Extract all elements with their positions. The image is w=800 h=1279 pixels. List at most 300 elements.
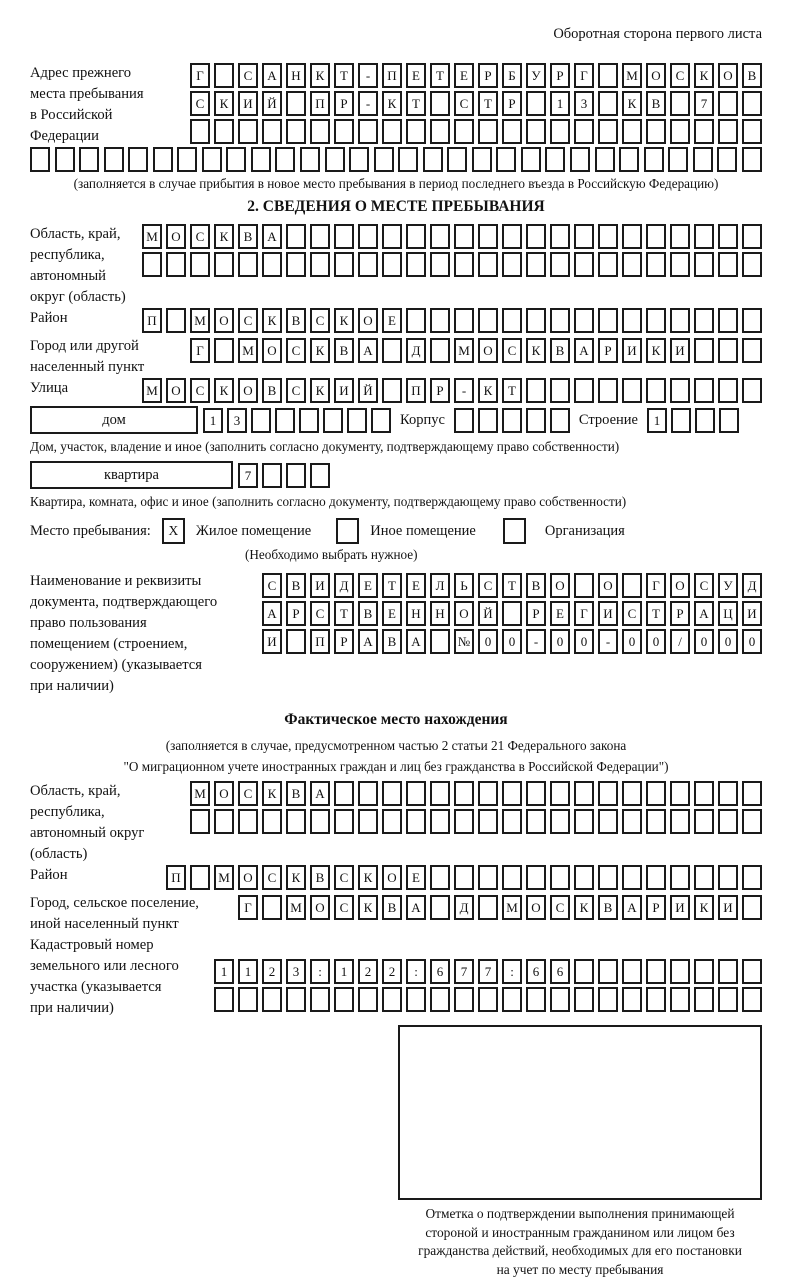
char-box-empty [622,308,642,333]
char-box-empty [718,959,738,984]
char-box-filled: О [310,895,330,920]
char-box-filled: Д [742,573,762,598]
char-box-filled: П [382,63,402,88]
char-box-empty [598,119,618,144]
stamp-area [398,1025,762,1200]
char-box-empty [694,224,714,249]
char-box-empty [214,119,234,144]
char-box-empty [334,252,354,277]
char-box-empty [238,119,258,144]
char-box-empty [574,252,594,277]
char-box-empty [742,224,762,249]
char-box-filled: К [334,308,354,333]
city-section [30,336,762,378]
label-line: на учет по месту пребывания [382,1261,778,1279]
char-box-empty [742,308,762,333]
label-line: помещением (строением, [30,634,255,655]
label-line: (область) [30,844,180,865]
char-box-filled: Т [502,573,522,598]
char-box-empty [286,224,306,249]
cadastral-row-1 [212,959,762,984]
char-box-filled: 1 [203,408,223,433]
char-box-filled: А [406,895,426,920]
char-box-empty [310,987,330,1012]
street-row [142,378,762,403]
label-line: участка (указывается [30,977,212,998]
char-box-empty [166,308,186,333]
char-box-empty [347,408,367,433]
char-box-empty [128,147,148,172]
cadastral-label [30,935,212,1019]
char-box-filled: А [310,781,330,806]
actual-location-title: Фактическое место нахождения [30,711,762,729]
char-box-filled: 7 [694,91,714,116]
char-box-filled: Т [646,601,666,626]
char-box-empty [214,63,234,88]
char-box-empty [550,408,570,433]
actual-region-row-1 [180,781,762,806]
char-box-filled: Л [430,573,450,598]
char-box-empty [262,252,282,277]
char-box-empty [550,809,570,834]
char-box-empty [502,781,522,806]
char-box-filled: 1 [550,91,570,116]
char-box-empty [454,865,474,890]
char-box-filled: К [310,338,330,363]
prev-address-row-1 [180,63,762,88]
char-box-filled: О [214,308,234,333]
char-box-empty [502,224,522,249]
char-box-empty [447,147,467,172]
char-box-filled: : [502,959,522,984]
char-box-empty [742,987,762,1012]
char-box-empty [30,147,50,172]
char-box-empty [550,224,570,249]
char-box-empty [478,895,498,920]
char-box-filled: И [718,895,738,920]
char-box-empty [742,119,762,144]
char-box-empty [622,119,642,144]
char-box-empty [430,809,450,834]
char-box-filled: К [286,865,306,890]
char-box-empty [262,987,282,1012]
char-box-filled: О [718,63,738,88]
char-box-empty [478,781,498,806]
stay-type-row [30,518,762,544]
char-box-empty [550,781,570,806]
char-box-filled: Е [382,601,402,626]
char-box-filled: Д [406,338,426,363]
char-box-empty [79,147,99,172]
char-box-filled: К [646,338,666,363]
region-label [30,224,142,308]
char-box-filled: С [262,573,282,598]
char-box-filled: А [622,895,642,920]
char-box-empty [622,224,642,249]
char-box-filled: И [238,91,258,116]
char-box-filled: И [334,378,354,403]
char-box-empty [262,463,282,488]
char-box-empty [382,809,402,834]
char-box-filled: Ц [718,601,738,626]
char-box-empty [382,119,402,144]
char-box-empty [742,378,762,403]
char-box-empty [454,987,474,1012]
char-box-empty [646,308,666,333]
apartment-cells [238,463,330,488]
char-box-empty [550,987,570,1012]
char-box-filled: О [214,781,234,806]
char-box-empty [478,224,498,249]
char-box-empty [526,781,546,806]
char-box-empty [358,119,378,144]
char-box-filled: Е [550,601,570,626]
char-box-filled: О [238,378,258,403]
char-box-empty [598,252,618,277]
char-box-empty [598,959,618,984]
stamp-section [30,1025,762,1279]
char-box-empty [598,378,618,403]
char-box-empty [406,224,426,249]
korpus-label: Корпус [396,412,449,429]
char-box-filled: 0 [574,629,594,654]
char-box-empty [454,781,474,806]
char-box-empty [670,91,690,116]
char-box-empty [358,987,378,1012]
char-box-empty [646,959,666,984]
char-box-filled: К [214,224,234,249]
char-box-empty [430,865,450,890]
char-box-empty [742,809,762,834]
char-box-filled: У [718,573,738,598]
prev-address-note: (заполняется в случае прибытия в новое место пребывания в период последнего въезда в Российскую Федерацию) [30,175,762,192]
char-box-empty [286,809,306,834]
char-box-filled: - [358,91,378,116]
cadastral-row-2 [212,987,762,1012]
char-box-filled: К [382,91,402,116]
char-box-empty [454,119,474,144]
char-box-filled: Р [598,338,618,363]
label-line: Город, сельское поселение, [30,893,220,914]
char-box-empty [719,408,739,433]
char-box-filled: И [622,338,642,363]
char-box-empty [430,224,450,249]
char-box-empty [693,147,713,172]
char-box-empty [382,378,402,403]
label-line: документа, подтверждающего [30,592,255,613]
char-box-filled: Т [334,601,354,626]
label-line: Область, край, [30,781,180,802]
char-box-filled: О [550,573,570,598]
char-box-empty [478,252,498,277]
char-box-filled: И [262,629,282,654]
char-box-empty [454,308,474,333]
char-box-filled: С [694,573,714,598]
char-box-empty [598,63,618,88]
char-box-filled: С [238,308,258,333]
char-box-filled: Р [502,91,522,116]
char-box-empty [622,959,642,984]
char-box-empty [671,408,691,433]
char-box-empty [430,338,450,363]
char-box-filled: 3 [227,408,247,433]
char-box-filled: О [358,308,378,333]
char-box-empty [423,147,443,172]
char-box-filled: К [574,895,594,920]
char-box-filled: 6 [526,959,546,984]
char-box-empty [286,119,306,144]
char-box-filled: - [526,629,546,654]
char-box-filled: Т [502,378,522,403]
char-box-empty [262,809,282,834]
char-box-filled: 7 [238,463,258,488]
char-box-empty [371,408,391,433]
char-box-empty [550,119,570,144]
stroenie-cells [647,408,739,433]
char-box-empty [142,252,162,277]
house-number-cells [203,408,391,433]
char-box-filled: К [310,378,330,403]
char-box-empty [286,629,306,654]
char-box-filled: Р [646,895,666,920]
char-box-empty [718,119,738,144]
char-box-filled: И [310,573,330,598]
char-box-filled: К [310,63,330,88]
char-box-empty [262,119,282,144]
char-box-empty [595,147,615,172]
char-box-empty [502,308,522,333]
char-box-empty [55,147,75,172]
char-box-filled: 7 [454,959,474,984]
char-box-filled: О [646,63,666,88]
char-box-empty [670,308,690,333]
char-box-empty [550,308,570,333]
char-box-empty [349,147,369,172]
char-box-empty [325,147,345,172]
label-line: при наличии) [30,998,212,1019]
char-box-filled: Р [334,629,354,654]
char-box-empty [430,987,450,1012]
char-box-empty [310,119,330,144]
char-box-filled: 1 [334,959,354,984]
char-box-filled: С [550,895,570,920]
char-box-empty [398,147,418,172]
char-box-empty [526,865,546,890]
char-box-empty [177,147,197,172]
char-box-filled: С [286,378,306,403]
char-box-empty [742,959,762,984]
char-box-filled: Н [286,63,306,88]
char-box-filled: А [262,224,282,249]
char-box-filled: К [622,91,642,116]
label-line: автономный [30,266,142,287]
char-box-empty [430,895,450,920]
korpus-cells [454,408,570,433]
char-box-empty [502,865,522,890]
char-box-empty [646,252,666,277]
char-box-empty [644,147,664,172]
char-box-filled: 1 [214,959,234,984]
char-box-filled: К [262,308,282,333]
char-box-empty [718,865,738,890]
char-box-filled: 0 [622,629,642,654]
char-box-empty [334,224,354,249]
street-label: Улица [30,378,142,406]
char-box-empty [214,252,234,277]
char-box-filled: О [382,865,402,890]
char-box-filled: Г [190,63,210,88]
char-box-empty [190,119,210,144]
char-box-empty [574,224,594,249]
char-box-filled: Д [334,573,354,598]
char-box-filled: Т [382,573,402,598]
label-line: право пользования [30,613,255,634]
char-box-filled: У [526,63,546,88]
char-box-filled: М [142,378,162,403]
char-box-filled: / [670,629,690,654]
char-box-empty [574,865,594,890]
char-box-empty [478,865,498,890]
char-box-empty [694,865,714,890]
char-box-empty [742,252,762,277]
char-box-filled: В [646,91,666,116]
char-box-empty [153,147,173,172]
label-line: Город или другой [30,336,160,357]
char-box-filled: М [142,224,162,249]
char-box-filled: 7 [478,959,498,984]
char-box-filled: Ь [454,573,474,598]
char-box-empty [646,119,666,144]
char-box-filled: И [670,338,690,363]
char-box-empty [286,91,306,116]
actual-city-section [30,893,762,935]
char-box-filled: Б [502,63,522,88]
char-box-filled: Е [406,573,426,598]
char-box-empty [430,252,450,277]
char-box-empty [742,895,762,920]
char-box-empty [718,308,738,333]
char-box-filled: Т [430,63,450,88]
char-box-empty [646,987,666,1012]
char-box-filled: Т [334,63,354,88]
char-box-empty [478,308,498,333]
apartment-note: Квартира, комната, офис и иное (заполнить согласно документу, подтверждающему право собственности) [30,493,762,510]
char-box-empty [502,408,522,433]
char-box-filled: 3 [286,959,306,984]
char-box-empty [718,91,738,116]
char-box-empty [622,865,642,890]
char-box-filled: С [190,91,210,116]
house-row [30,406,762,434]
document-row-2 [255,601,762,626]
char-box-empty [496,147,516,172]
char-box-filled: Н [430,601,450,626]
label-line: Кадастровый номер [30,935,212,956]
label-line: населенный пункт [30,357,160,378]
char-box-empty [502,601,522,626]
region-section [30,224,762,308]
label-line: республика, [30,802,180,823]
char-box-filled: П [310,91,330,116]
char-box-empty [502,809,522,834]
char-box-empty [323,408,343,433]
char-box-empty [238,809,258,834]
char-box-empty [718,378,738,403]
char-box-empty [430,781,450,806]
stamp-caption [382,1205,778,1279]
char-box-empty [598,91,618,116]
char-box-filled: Г [574,63,594,88]
char-box-filled: О [166,378,186,403]
char-box-empty [310,224,330,249]
char-box-empty [550,865,570,890]
char-box-empty [670,865,690,890]
char-box-empty [478,119,498,144]
label-line: Область, край, [30,224,142,245]
char-box-empty [574,573,594,598]
label-line: иной населенный пункт [30,914,220,935]
char-box-empty [310,809,330,834]
region-row-2 [142,252,762,277]
stay-type-note: (Необходимо выбрать нужное) [245,546,762,563]
char-box-empty [622,987,642,1012]
char-box-filled: П [406,378,426,403]
char-box-filled: Й [262,91,282,116]
prev-address-label [30,63,180,147]
char-box-empty [382,781,402,806]
char-box-filled: С [502,338,522,363]
district-row [142,308,762,333]
char-box-filled: : [406,959,426,984]
char-box-empty [670,987,690,1012]
char-box-empty [286,987,306,1012]
city-row [160,338,762,363]
char-box-filled: С [286,338,306,363]
char-box-empty [742,865,762,890]
char-box-filled: В [526,573,546,598]
char-box-empty [598,987,618,1012]
char-box-filled: С [190,378,210,403]
char-box-empty [550,378,570,403]
char-box-empty [382,252,402,277]
char-box-filled: С [670,63,690,88]
char-box-filled: Е [406,63,426,88]
char-box-empty [382,224,402,249]
char-box-filled: В [550,338,570,363]
cadastral-section [30,935,762,1019]
actual-location-note-2: "О миграционном учете иностранных граждан и лиц без гражданства в Российской Федерации") [30,758,762,775]
char-box-filled: М [286,895,306,920]
char-box-filled: К [214,91,234,116]
char-box-filled: О [166,224,186,249]
document-section [30,571,762,697]
char-box-empty [478,408,498,433]
char-box-empty [598,224,618,249]
char-box-empty [694,959,714,984]
char-box-empty [406,781,426,806]
char-box-empty [598,308,618,333]
prev-address-rows [180,63,762,147]
char-box-filled: В [358,601,378,626]
char-box-empty [478,809,498,834]
char-box-empty [574,378,594,403]
char-box-empty [430,308,450,333]
char-box-empty [262,895,282,920]
char-box-empty [646,224,666,249]
char-box-empty [718,809,738,834]
prev-address-row-4 [30,147,762,172]
char-box-empty [598,809,618,834]
